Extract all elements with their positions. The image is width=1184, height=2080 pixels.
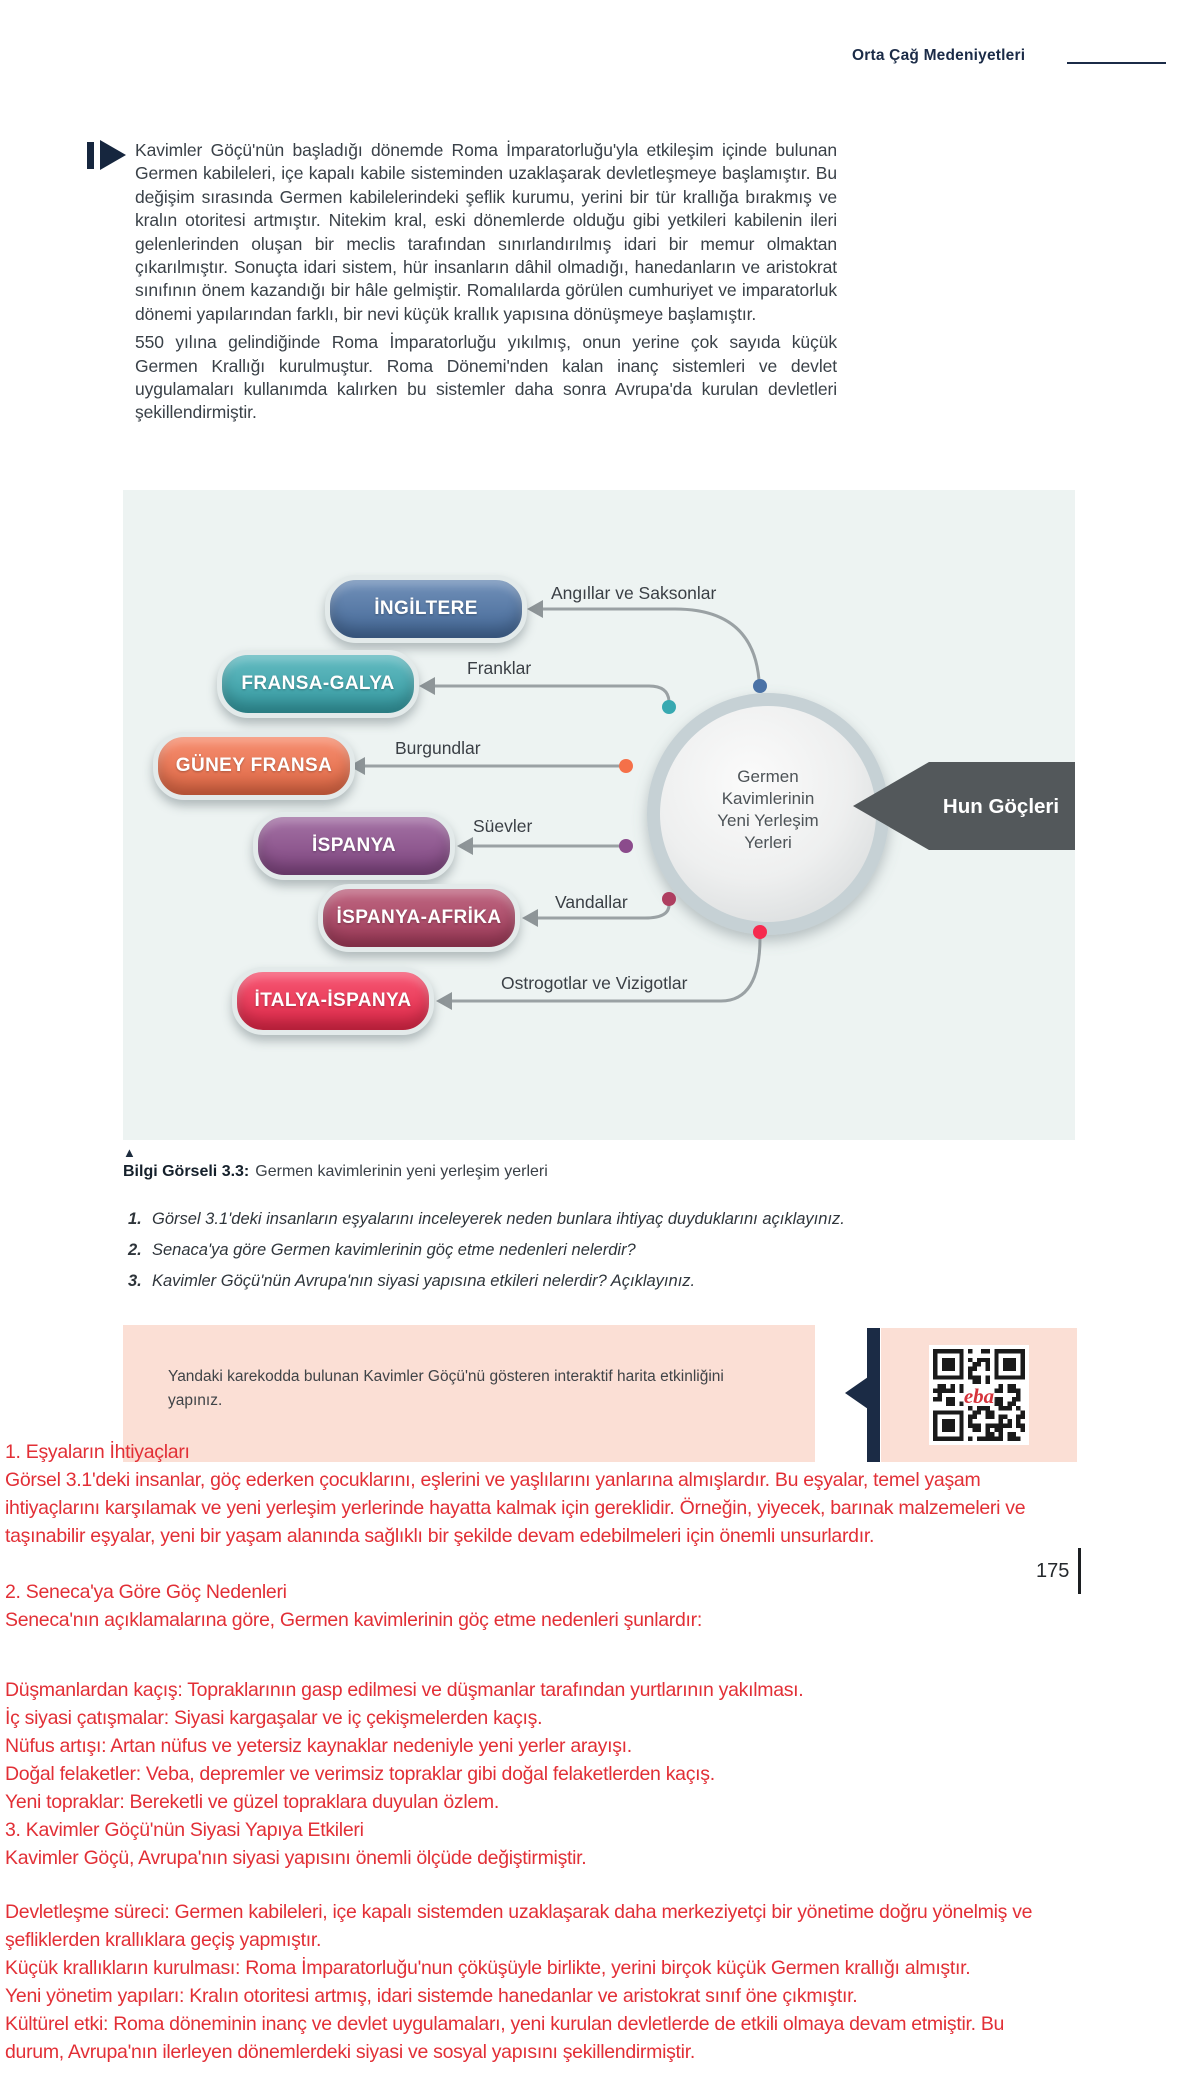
answer-section-1 bbox=[5, 1438, 1025, 1550]
answer-line: Kavimler Göçü, Avrupa'nın siyasi yapısını önemli ölçüde değiştirmiştir. bbox=[5, 1847, 587, 1869]
answer-line: Küçük krallıkların kurulması: Roma İmparatorluğu'nun çöküşüyle birlikte, yerini birçok küçük Germen krallığı almıştır. bbox=[5, 1957, 971, 1979]
answer-line: taşınabilir eşyalar, yeni bir yaşam alanında sağlıklı bir şekilde devam edebilmeleri için önemli unsurlardır. bbox=[5, 1525, 875, 1547]
eba-logo: eba bbox=[963, 1384, 995, 1408]
region-pill-label: GÜNEY FRANSA bbox=[175, 755, 333, 776]
answer-line: ihtiyaçlarını karşılamak ve yeni yerleşim yerlerinde hayatta kalmak için gereklidir. Örneğin, yiyecek, barınak malzemeleri ve bbox=[5, 1497, 1026, 1519]
figure-caption-label: Bilgi Görseli 3.3: bbox=[123, 1163, 250, 1180]
paragraph-marker-arrow-icon bbox=[100, 140, 126, 170]
tribe-label-franks: Franklar bbox=[467, 658, 532, 678]
page-header-title: Orta Çağ Medeniyetleri bbox=[852, 47, 1026, 64]
hun-migration-label: Hun Göçleri bbox=[942, 795, 1060, 818]
region-pill-label: İNGİLTERE bbox=[374, 598, 478, 619]
region-pill-label: İSPANYA-AFRİKA bbox=[336, 907, 502, 928]
page-number: 175 bbox=[1036, 1560, 1070, 1582]
caption-triangle-icon: ▲ bbox=[123, 1145, 136, 1160]
dot-angles-saxons bbox=[753, 679, 767, 693]
intro-paragraph-1: Kavimler Göçü'nün başladığı dönemde Roma İmparatorluğu'yla etkileşim içinde bulunan Germen kabileleri, içe kapalı kabile sisteminden uzaklaşarak devletleşmeye başlamıştır. Bu değişim sırasında Germen kabilelerindeki şeflik kurumu, yerini bir tür krallığa bırakmış ve kralın otoritesi artmıştır. Nitekim kral, eski dönemlerde olduğu gibi yetkileri kabilenin ileri gelenlerinden oluşan bir meclis tarafından sınırlandırılmış idari bir memur olmaktan çıkarılmıştır. Sonuçta idari sistem, hür insanların dâhil olmadığı, hanedanların ve aristokrat sınıfının önem kazandığı bir hâle gelmiştir. Romalılarda görülen cumhuriyet ve imparatorluk dönemi yapılarından farklı, bir nevi küçük krallık yapısına dönüşmeye başlamıştır. bbox=[135, 140, 837, 324]
region-pill-italya-ispanya bbox=[232, 967, 434, 1035]
circle-label-line: Germen bbox=[737, 767, 799, 786]
page-number-bar bbox=[1078, 1548, 1081, 1594]
question-list bbox=[128, 1204, 888, 1297]
arrowhead-icon bbox=[457, 837, 473, 855]
question-number: 1. bbox=[128, 1210, 142, 1228]
dot-suebi bbox=[619, 839, 633, 853]
figure-germanic-settlements bbox=[123, 490, 1075, 1140]
answer-section-3 bbox=[5, 1676, 803, 1872]
tribe-label-angles-saxons: Angıllar ve Saksonlar bbox=[551, 583, 717, 603]
circle-label-line: Yerleri bbox=[744, 833, 792, 852]
dot-goths bbox=[753, 925, 767, 939]
figure-caption bbox=[123, 1163, 548, 1181]
answer-line: Kültürel etki: Roma döneminin inanç ve devlet uygulamaları, yeni kurulan devletlerde de etkili olmaya devam etmiştir. Bu bbox=[5, 2013, 1005, 2035]
figure-caption-text: Germen kavimlerinin yeni yerleşim yerleri bbox=[255, 1163, 548, 1180]
answer-line: 2. Seneca'ya Göre Göç Nedenleri bbox=[5, 1581, 287, 1603]
connector-franks bbox=[433, 686, 669, 701]
region-pill-ingiltere bbox=[325, 575, 527, 643]
answer-line: Yeni yönetim yapıları: Kralın otoritesi artmış, idari sistemde hanedanlar ve aristokrat sınıf öne çıkmıştır. bbox=[5, 1985, 858, 2007]
question-1 bbox=[128, 1204, 888, 1235]
question-number: 3. bbox=[128, 1272, 142, 1290]
tribe-label-burgundians: Burgundlar bbox=[395, 738, 481, 758]
answer-line: Yeni topraklar: Bereketli ve güzel topraklara duyulan özlem. bbox=[5, 1791, 499, 1813]
dot-burgundians bbox=[619, 759, 633, 773]
circle-label-line: Kavimlerinin bbox=[721, 789, 815, 808]
answer-line: Devletleşme süreci: Germen kabileleri, içe kapalı sistemden uzaklaşarak daha merkeziyetçi bir yönetime doğru yönelmiş ve bbox=[5, 1901, 1033, 1923]
connector-angles-saxons bbox=[541, 609, 759, 680]
paragraph-marker-bar bbox=[87, 142, 94, 169]
answer-line: 1. Eşyaların İhtiyaçları bbox=[5, 1441, 190, 1463]
arrowhead-icon bbox=[419, 677, 435, 695]
question-2 bbox=[128, 1235, 888, 1266]
tribe-label-goths: Ostrogotlar ve Vizigotlar bbox=[501, 973, 688, 993]
answer-line: Nüfus artışı: Artan nüfus ve yetersiz kaynaklar nedeniyle yeni yerler arayışı. bbox=[5, 1735, 632, 1757]
tribe-label-suebi: Süevler bbox=[473, 816, 533, 836]
region-pill-label: İTALYA-İSPANYA bbox=[254, 990, 412, 1011]
intro-paragraph-2: 550 yılına gelindiğinde Roma İmparatorluğu yıkılmış, onun yerine çok sayıda küçük Germen Krallığı kurulmuştur. Roma Dönemi'nden kalan inanç sistemleri ve devlet uygulamaları kullanımda kalırken bu sistemler daha sonra Avrupa'da kurulan devletleri şekillendirmiştir. bbox=[135, 332, 837, 423]
region-pill-fransa-galya bbox=[217, 650, 419, 718]
region-pill-ispanya bbox=[253, 812, 455, 880]
activity-arrow-icon bbox=[845, 1377, 868, 1409]
tribe-label-vandals: Vandallar bbox=[555, 892, 628, 912]
answer-line: şefliklerden krallıklara geçiş yapmıştır. bbox=[5, 1929, 322, 1951]
answer-line: 3. Kavimler Göçü'nün Siyasi Yapıya Etkileri bbox=[5, 1819, 364, 1841]
circle-label-line: Yeni Yerleşim bbox=[717, 811, 819, 830]
dot-vandals bbox=[662, 892, 676, 906]
question-text: Kavimler Göçü'nün Avrupa'nın siyasi yapısına etkileri nelerdir? Açıklayınız. bbox=[152, 1272, 696, 1290]
region-pill-label: FRANSA-GALYA bbox=[241, 673, 395, 694]
question-3 bbox=[128, 1266, 888, 1297]
question-text: Görsel 3.1'deki insanların eşyalarını inceleyerek neden bunlara ihtiyaç duyduklarını açıklayınız. bbox=[152, 1210, 845, 1228]
answer-section-4 bbox=[5, 1898, 1032, 2066]
intro-text bbox=[135, 139, 837, 425]
answer-line: İç siyasi çatışmalar: Siyasi kargaşalar ve iç çekişmelerden kaçış. bbox=[5, 1707, 543, 1729]
activity-text: Yandaki karekodda bulunan Kavimler Göçü'nü gösteren interaktif harita etkinliğini yapınız. bbox=[168, 1368, 724, 1409]
arrowhead-icon bbox=[522, 909, 538, 927]
arrowhead-icon bbox=[436, 992, 452, 1010]
question-text: Senaca'ya göre Germen kavimlerinin göç etme nedenleri nelerdir? bbox=[152, 1241, 636, 1259]
dot-franks bbox=[662, 700, 676, 714]
answer-line: Seneca'nın açıklamalarına göre, Germen kavimlerinin göç etme nedenleri şunlardır: bbox=[5, 1609, 702, 1631]
region-pill-label: İSPANYA bbox=[311, 835, 397, 856]
region-pill-ispanya-afrika bbox=[318, 884, 520, 952]
answer-line: Düşmanlardan kaçış: Topraklarının gasp edilmesi ve düşmanlar tarafından yurtlarının yakılması. bbox=[5, 1679, 804, 1701]
answer-line: durum, Avrupa'nın ilerleyen dönemlerdeki siyasi ve sosyal yapısını şekillendirmiştir. bbox=[5, 2041, 695, 2063]
question-number: 2. bbox=[128, 1241, 142, 1259]
qr-code bbox=[929, 1345, 1029, 1445]
answer-line: Görsel 3.1'deki insanlar, göç ederken çocuklarını, eşlerini ve yaşlılarını yanlarına almışlardır. Bu eşyalar, temel yaşam bbox=[5, 1469, 981, 1491]
region-pill-guney-fransa bbox=[153, 732, 355, 800]
answer-line: Doğal felaketler: Veba, depremler ve verimsiz topraklar gibi doğal felaketlerden kaçış. bbox=[5, 1763, 715, 1785]
answer-section-2 bbox=[5, 1578, 702, 1634]
header-rule bbox=[1067, 62, 1166, 64]
arrowhead-icon bbox=[527, 600, 543, 618]
